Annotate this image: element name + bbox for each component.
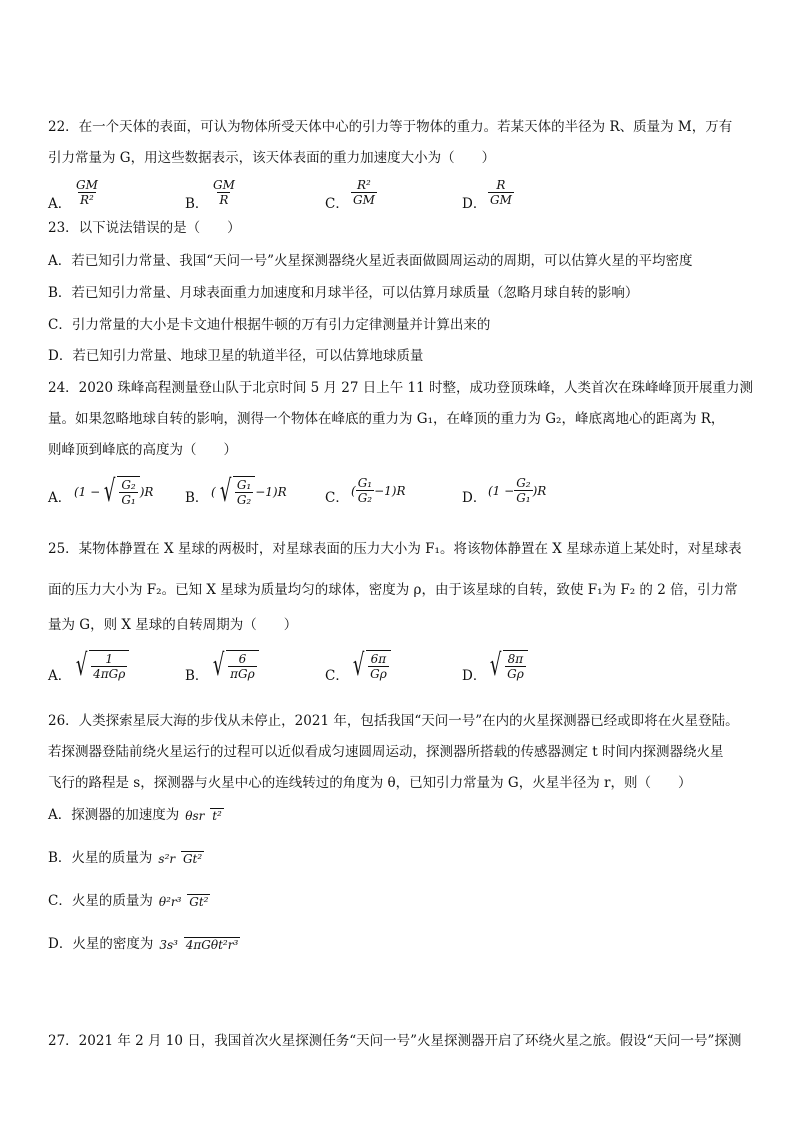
q26-stem-line2: 若探测器登陆前绕火星运行的过程可以近似看成匀速圆周运动，探测器所搭载的传感器测定 t 时间内探测器绕火星 bbox=[48, 744, 724, 760]
sqrt-sign: √ bbox=[219, 473, 231, 509]
q27-stem-line1: 27．2021 年 2 月 10 日，我国首次火星探测任务“天问一号”火星探测器开启了环绕火星之旅。假设“天问一号”探测 bbox=[48, 1033, 742, 1049]
q24-options bbox=[48, 470, 748, 520]
option-label: D． bbox=[462, 490, 487, 506]
q26-option-d[interactable] bbox=[48, 935, 240, 953]
numerator: θ²r³ bbox=[158, 894, 182, 909]
option-label: D． bbox=[462, 668, 487, 684]
option-label: A． bbox=[48, 196, 72, 212]
numerator: R bbox=[496, 178, 506, 192]
denominator: GM bbox=[353, 193, 375, 207]
q26-option-b[interactable] bbox=[48, 849, 204, 867]
q25-stem-line3: 量为 G，则 X 星球的自转周期为（ ） bbox=[48, 617, 298, 633]
q23-option-c[interactable]: C．引力常量的大小是卡文迪什根据牛顿的万有引力定律测量并计算出来的 bbox=[48, 317, 491, 333]
option-label: B． bbox=[185, 490, 209, 506]
option-text: B．火星的质量为 bbox=[48, 850, 153, 866]
numerator: G₂ bbox=[516, 476, 531, 490]
q22-stem-line1: 22．在一个天体的表面，可认为物体所受天体中心的引力等于物体的重力。若某天体的半径为 R、质量为 M，万有 bbox=[48, 119, 733, 135]
option-text: D．火星的密度为 bbox=[48, 936, 154, 952]
q26-d-formula bbox=[157, 938, 240, 952]
sqrt bbox=[100, 473, 140, 509]
q23-option-d[interactable]: D．若已知引力常量、地球卫星的轨道半径，可以估算地球质量 bbox=[48, 348, 424, 364]
q24-b-formula bbox=[211, 473, 287, 509]
q25-b-formula bbox=[209, 647, 259, 683]
option-text: C．火星的质量为 bbox=[48, 893, 153, 909]
prefix: ( bbox=[211, 484, 216, 499]
denominator: Gρ bbox=[507, 667, 524, 681]
q26-b-formula bbox=[156, 852, 204, 866]
option-label: D． bbox=[462, 196, 487, 212]
numerator: 6 bbox=[238, 652, 247, 666]
q25-c-formula bbox=[349, 647, 391, 683]
denominator: 4πGρ bbox=[93, 667, 126, 681]
numerator: 8π bbox=[507, 652, 524, 666]
denominator: GM bbox=[490, 193, 512, 207]
numerator: GM bbox=[76, 178, 98, 192]
sqrt-sign: √ bbox=[75, 647, 88, 683]
q22-a-formula bbox=[74, 178, 100, 207]
option-label: A． bbox=[48, 490, 72, 506]
prefix: ( bbox=[351, 483, 356, 498]
numerator: R² bbox=[357, 178, 371, 192]
q26-stem-line3: 飞行的路程是 s，探测器与火星中心的连线转过的角度为 θ，已知引力常量为 G，火星半径为 r，则（ ） bbox=[48, 775, 692, 791]
option-label: C． bbox=[325, 490, 349, 506]
numerator: 3s³ bbox=[159, 937, 178, 952]
suffix: −1)R bbox=[374, 483, 406, 498]
denominator: Gt² bbox=[182, 851, 203, 866]
q22-b-formula bbox=[211, 178, 237, 207]
numerator: 6π bbox=[370, 652, 387, 666]
prefix: (1 − bbox=[488, 483, 515, 498]
q22-stem-line2: 引力常量为 G，用这些数据表示，该天体表面的重力加速度大小为（ ） bbox=[48, 150, 496, 166]
numerator: 1 bbox=[105, 652, 114, 666]
q26-option-a[interactable] bbox=[48, 806, 224, 824]
q23-option-a[interactable]: A．若已知引力常量、我国“天问一号”火星探测器绕火星近表面做圆周运动的周期，可以估算火星的平均密度 bbox=[48, 253, 693, 269]
denominator: πGρ bbox=[230, 667, 255, 681]
denominator: R bbox=[219, 193, 229, 207]
q26-a-formula bbox=[183, 809, 224, 823]
q26-c-formula bbox=[157, 895, 211, 909]
q26-option-c[interactable] bbox=[48, 892, 210, 910]
q25-d-formula bbox=[486, 647, 528, 683]
numerator: G₂ bbox=[121, 478, 136, 492]
q25-stem-line1: 25．某物体静置在 X 星球的两极时，对星球表面的压力大小为 F₁。将该物体静置在 X 星球赤道上某处时，对星球表 bbox=[48, 541, 742, 557]
numerator: θsr bbox=[185, 808, 205, 823]
q26-stem-line1: 26．人类探索星辰大海的步伐从未停止，2021 年，包括我国“天问一号”在内的火星探测器已经或即将在火星登陆。 bbox=[48, 713, 739, 729]
q24-stem-line1: 24．2020 珠峰高程测量登山队于北京时间 5 月 27 日上午 11 时整，成功登顶珠峰，人类首次在珠峰峰顶开展重力测 bbox=[48, 380, 754, 396]
denominator: 4πGθt²r³ bbox=[185, 937, 239, 952]
denominator: G₁ bbox=[121, 493, 136, 507]
sqrt-sign: √ bbox=[104, 473, 116, 509]
option-label: C． bbox=[325, 196, 349, 212]
denominator: G₁ bbox=[516, 491, 531, 505]
q24-c-formula bbox=[351, 476, 406, 505]
sqrt-sign: √ bbox=[489, 647, 502, 683]
denominator: Gt² bbox=[189, 894, 209, 909]
q24-stem-line3: 则峰顶到峰底的高度为（ ） bbox=[48, 442, 237, 458]
q25-stem-line2: 面的压力大小为 F₂。已知 X 星球为质量均匀的球体，密度为 ρ，由于该星球的自转，致使 F₁为 F₂ 的 2 倍，引力常 bbox=[48, 582, 738, 598]
q25-options bbox=[48, 648, 748, 698]
option-text: A．探测器的加速度为 bbox=[48, 807, 180, 823]
denominator: Gρ bbox=[370, 667, 387, 681]
denominator: G₂ bbox=[357, 491, 373, 505]
denominator: t² bbox=[212, 808, 222, 823]
q24-a-formula bbox=[74, 473, 154, 509]
q24-stem-line2: 量。如果忽略地球自转的影响，测得一个物体在峰底的重力为 G₁，在峰顶的重力为 G₂，峰底离地心的距离为 R， bbox=[48, 411, 725, 427]
option-label: B． bbox=[185, 668, 209, 684]
q25-a-formula bbox=[72, 647, 129, 683]
suffix: )R bbox=[532, 483, 547, 498]
sqrt bbox=[216, 473, 256, 509]
q22-d-formula bbox=[488, 178, 514, 207]
q24-d-formula bbox=[488, 476, 546, 505]
q23-stem: 23．以下说法错误的是（ ） bbox=[48, 220, 241, 236]
numerator: G₁ bbox=[236, 478, 252, 492]
prefix: (1 − bbox=[74, 484, 101, 499]
denominator: R² bbox=[80, 193, 94, 207]
denominator: G₂ bbox=[236, 493, 252, 507]
option-label: C． bbox=[325, 668, 349, 684]
suffix: )R bbox=[139, 484, 154, 499]
q22-c-formula bbox=[351, 178, 377, 207]
q23-option-b[interactable]: B．若已知引力常量、月球表面重力加速度和月球半径，可以估算月球质量（忽略月球自转的影响） bbox=[48, 285, 639, 301]
sqrt-sign: √ bbox=[212, 647, 225, 683]
numerator: G₁ bbox=[357, 476, 373, 490]
suffix: −1)R bbox=[255, 484, 287, 499]
numerator: s²r bbox=[158, 851, 176, 866]
option-label: B． bbox=[185, 196, 209, 212]
numerator: GM bbox=[213, 178, 235, 192]
option-label: A． bbox=[48, 668, 72, 684]
sqrt-sign: √ bbox=[352, 647, 365, 683]
